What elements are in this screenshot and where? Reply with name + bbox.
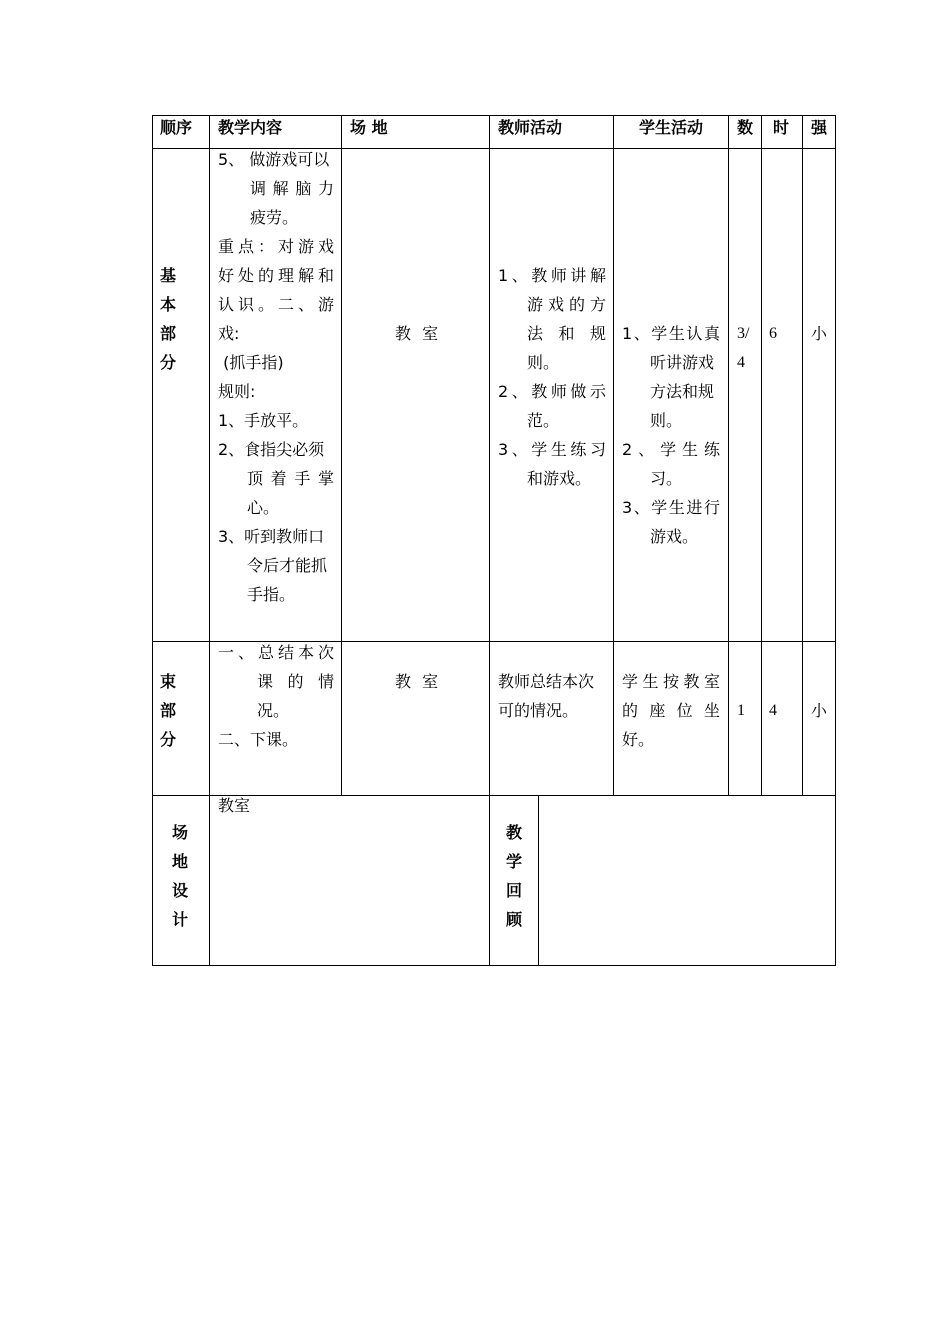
table-border [152,115,153,966]
table-border [835,115,836,966]
section-char: 分 [160,353,177,372]
section-char: 部 [160,324,177,343]
table-border [152,795,836,796]
teacher-line: 3、学生练习 [498,440,606,459]
table-border [209,115,210,966]
section-char: 本 [160,295,177,314]
label-char: 计 [172,910,189,929]
time-value: 6 [769,325,777,342]
site-design-value: 教室 [218,796,251,815]
table-border [489,115,490,966]
table-border [761,115,762,796]
content-line: 疲劳。 [250,208,299,227]
label-char: 地 [172,852,189,871]
header-teacher-activity: 教师活动 [498,118,563,137]
content-line: 二、下课。 [218,730,299,749]
content-line: 5、 做游戏可以 [218,150,330,169]
header-student-activity: 学生活动 [639,118,704,137]
count-line: 3/ [737,325,750,342]
label-char: 设 [172,881,189,900]
student-line: 游戏。 [650,527,699,546]
table-border [152,965,836,966]
content-line: 一、总结本次 [218,643,334,662]
content-line: 2、食指尖必须 [218,440,325,459]
site-design-label [172,818,188,934]
student-activity [622,667,720,754]
student-line: 2、学生练 [622,440,720,459]
student-line: 习。 [650,469,683,488]
header-time: 时 [773,118,790,137]
section-char: 束 [160,672,177,691]
label-char: 学 [506,852,523,871]
label-char: 顾 [506,910,523,929]
content-line: 1、手放平。 [218,411,309,430]
content-line: 3、听到教师口 [218,527,325,546]
teacher-line: 范。 [527,411,560,430]
content-line: 况。 [257,701,290,720]
student-line: 则。 [650,411,683,430]
table-border [802,115,803,796]
count-value [737,319,749,377]
teacher-line: 1、教师讲解 [498,266,606,285]
location-value: 教 室 [395,672,439,691]
header-location: 场 地 [350,118,388,137]
content-line: 规则: [218,382,256,401]
student-line: 方法和规 [650,382,715,401]
content-line: 心。 [247,498,280,517]
teacher-line: 和游戏。 [527,469,592,488]
intensity-value: 小 [811,324,828,343]
label-char: 教 [506,823,523,842]
student-line: 的座位坐 [622,701,720,720]
student-line: 好。 [622,730,655,749]
student-line: 3、学生进行 [622,498,720,517]
teacher-line: 2、教师做示 [498,382,606,401]
header-count: 数 [737,118,754,137]
table-border [341,115,342,796]
count-value: 1 [737,702,745,719]
intensity-value: 小 [811,701,828,720]
teacher-line: 则。 [527,353,560,372]
teacher-activity [498,261,606,493]
count-line: 4 [737,354,745,371]
student-line: 听讲游戏 [650,353,715,372]
content-line: 顶着手掌 [247,469,334,488]
content-line: 重点：对游戏 [218,237,334,256]
section-label [160,667,176,754]
teacher-line: 教师总结本次 [498,672,595,691]
section-char: 基 [160,266,177,285]
student-activity [622,319,720,551]
content-line: 认识。二、游 [218,295,334,314]
header-content: 教学内容 [218,118,283,137]
table-border [613,115,614,796]
teacher-line: 可的情况。 [498,701,579,720]
label-char: 回 [506,881,523,900]
label-char: 场 [172,823,189,842]
header-order: 顺序 [160,118,193,137]
teacher-activity [498,667,594,725]
location-value: 教 室 [395,324,439,343]
time-value: 4 [769,702,777,719]
teaching-content [218,145,334,609]
content-line: 好处的理解和 [218,266,334,285]
section-label [160,261,176,377]
content-line: 手指。 [247,585,296,604]
content-line: 戏: [218,324,240,343]
content-line: 令后才能抓 [247,556,328,575]
content-line: 课的情 [257,672,334,691]
teaching-content [218,638,334,754]
teacher-line: 法和规 [527,324,606,343]
table-border [538,795,539,966]
student-line: 1、学生认真 [622,324,720,343]
teacher-line: 游戏的方 [527,295,606,314]
section-char: 部 [160,701,177,720]
section-char: 分 [160,730,177,749]
content-line: 调解脑力 [250,179,334,198]
student-line: 学生按教室 [622,672,720,691]
header-intensity: 强 [811,118,828,137]
table-border [728,115,729,796]
teaching-review-label [506,818,522,934]
content-line: (抓手指) [218,353,284,372]
